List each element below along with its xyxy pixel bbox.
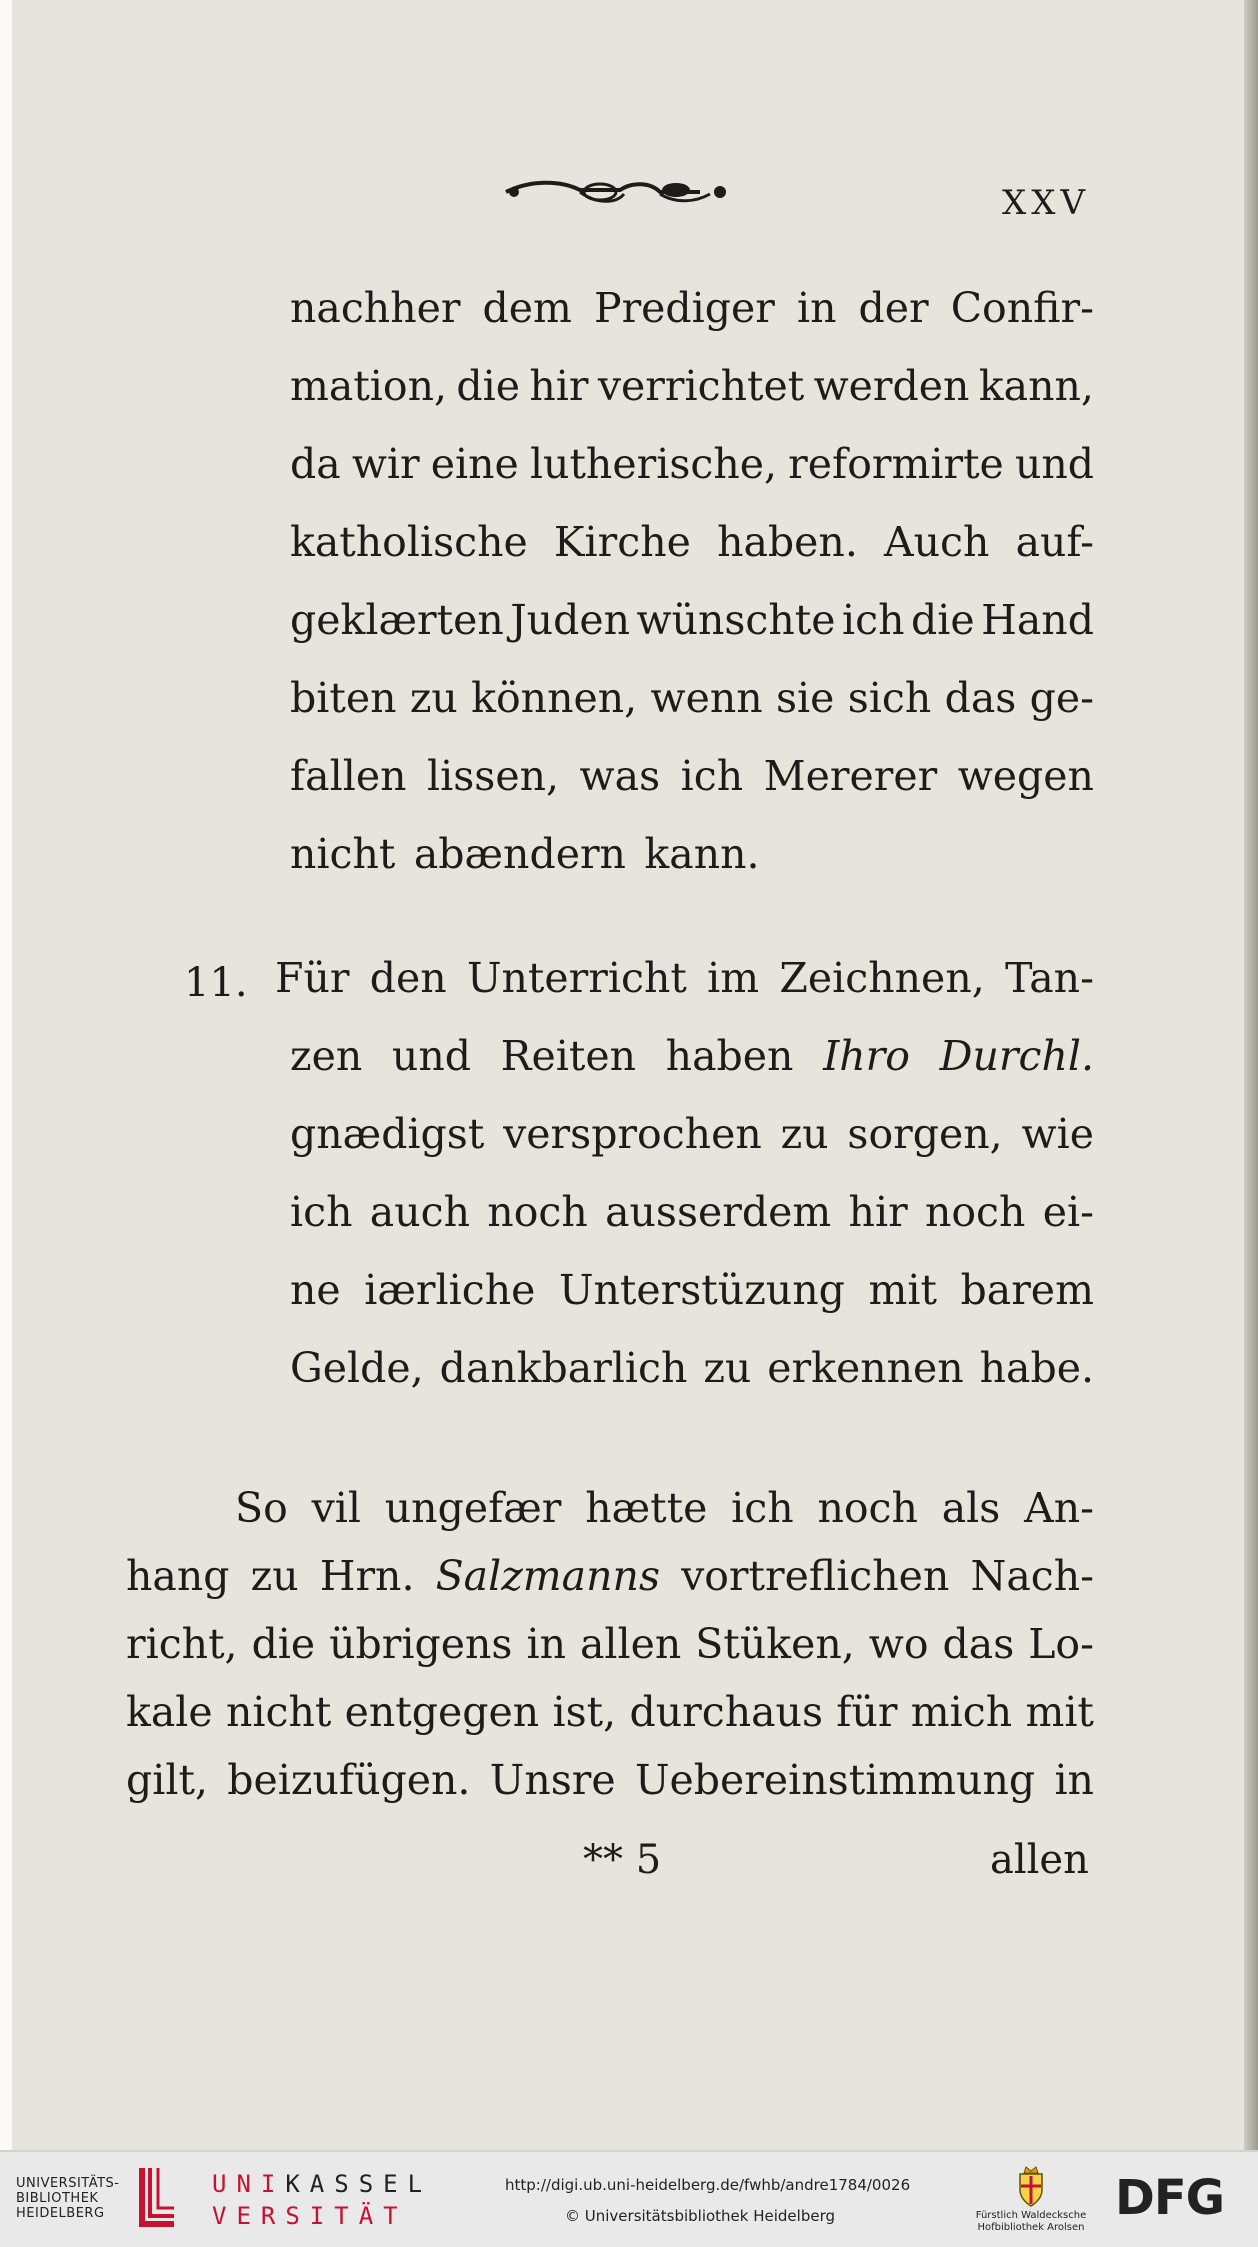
word: mation, bbox=[290, 362, 448, 410]
word: verrichtet bbox=[597, 362, 805, 410]
word: sie bbox=[776, 674, 835, 722]
word: was bbox=[579, 752, 661, 800]
word: ich bbox=[842, 596, 905, 644]
word: zu bbox=[780, 1110, 829, 1158]
word: biten bbox=[290, 674, 397, 722]
word: zu bbox=[250, 1552, 299, 1600]
word: Hrn. bbox=[319, 1552, 415, 1600]
word: und bbox=[1014, 440, 1094, 488]
item11-line-5 bbox=[290, 1266, 1094, 1314]
p2-line-4 bbox=[126, 1688, 1094, 1736]
word: mit bbox=[1025, 1688, 1094, 1736]
word: der bbox=[858, 284, 929, 332]
word: ist, bbox=[552, 1688, 617, 1736]
page-edge-left bbox=[0, 0, 12, 2150]
word: ausserdem bbox=[605, 1188, 832, 1236]
word: reformirte bbox=[788, 440, 1004, 488]
word: noch bbox=[487, 1188, 588, 1236]
p1-line-2 bbox=[290, 362, 1094, 410]
word: da bbox=[290, 440, 341, 488]
word: wie bbox=[1021, 1110, 1094, 1158]
word: Salzmanns bbox=[435, 1552, 660, 1600]
word: mit bbox=[868, 1266, 937, 1314]
word: und bbox=[391, 1032, 471, 1080]
word: nicht bbox=[290, 830, 396, 878]
word: hir bbox=[529, 362, 589, 410]
word: Durchl. bbox=[939, 1032, 1094, 1080]
word: entgegen bbox=[344, 1688, 540, 1736]
arolsen-crest-icon bbox=[1016, 2164, 1046, 2208]
word: Prediger bbox=[593, 284, 775, 332]
word: Confir- bbox=[950, 284, 1094, 332]
word: ich bbox=[680, 752, 744, 800]
word: auf- bbox=[1015, 518, 1094, 566]
word: ei- bbox=[1042, 1188, 1094, 1236]
word: ne bbox=[290, 1266, 341, 1314]
word: An- bbox=[1024, 1484, 1094, 1532]
word: Unterstüzung bbox=[558, 1266, 845, 1314]
word: für bbox=[836, 1688, 898, 1736]
p1-line-3 bbox=[290, 440, 1094, 488]
word: kann, bbox=[978, 362, 1094, 410]
word: ich bbox=[731, 1484, 794, 1532]
word: im bbox=[707, 954, 760, 1002]
word: richt, bbox=[126, 1620, 238, 1668]
word: mich bbox=[910, 1688, 1013, 1736]
word: Lo- bbox=[1028, 1620, 1094, 1668]
word: fallen bbox=[290, 752, 407, 800]
word: iærliche bbox=[364, 1266, 536, 1314]
word: abændern bbox=[413, 830, 626, 878]
item11-line-3 bbox=[290, 1110, 1094, 1158]
word: Unterricht bbox=[466, 954, 687, 1002]
word: kale bbox=[126, 1688, 213, 1736]
word: eine bbox=[430, 440, 519, 488]
dfg-logo: DFG bbox=[1115, 2170, 1225, 2226]
word: das bbox=[944, 674, 1017, 722]
word: hir bbox=[848, 1188, 908, 1236]
word: kann. bbox=[644, 830, 760, 878]
p1-line-5 bbox=[290, 596, 1094, 644]
word: auch bbox=[369, 1188, 470, 1236]
word: wenn bbox=[650, 674, 763, 722]
word: Zeichnen, bbox=[779, 954, 985, 1002]
word: Kirche bbox=[553, 518, 691, 566]
word: katholische bbox=[290, 518, 528, 566]
word: in bbox=[526, 1620, 566, 1668]
word: zu bbox=[703, 1344, 752, 1392]
word: durchaus bbox=[629, 1688, 823, 1736]
word: in bbox=[796, 284, 837, 332]
arolsen-library-label: Fürstlich Waldecksche Hofbibliothek Arolsen bbox=[975, 2210, 1087, 2233]
item11-line-4 bbox=[290, 1188, 1094, 1236]
word: die bbox=[911, 596, 975, 644]
p2-line-2 bbox=[126, 1552, 1094, 1600]
page-number: XXV bbox=[1002, 183, 1090, 223]
word: zen bbox=[290, 1032, 363, 1080]
kassel-line-1: UNIKASSEL bbox=[212, 2170, 433, 2198]
word: die bbox=[456, 362, 521, 410]
item11-line-1 bbox=[275, 954, 1094, 1002]
word: ungefær bbox=[384, 1484, 562, 1532]
word: Nach- bbox=[970, 1552, 1094, 1600]
kassel-university-logo bbox=[212, 2168, 432, 2232]
word: den bbox=[369, 954, 447, 1002]
word: können, bbox=[471, 674, 638, 722]
word: wir bbox=[351, 440, 420, 488]
word: geklærten bbox=[290, 596, 504, 644]
word: wo bbox=[868, 1620, 929, 1668]
word: noch bbox=[817, 1484, 918, 1532]
source-url-link[interactable]: http://digi.ub.uni-heidelberg.de/fwhb/andre1784/0026 bbox=[505, 2176, 911, 2194]
copyright-text: © Universitätsbibliothek Heidelberg bbox=[565, 2207, 836, 2225]
kassel-line-2: VERSITÄT bbox=[212, 2202, 408, 2230]
word: gnædigst bbox=[290, 1110, 485, 1158]
word: als bbox=[941, 1484, 1001, 1532]
word: Stüken, bbox=[695, 1620, 855, 1668]
p2-line-3 bbox=[126, 1620, 1094, 1668]
word: Unsre bbox=[489, 1756, 616, 1804]
word: wegen bbox=[957, 752, 1094, 800]
word: sich bbox=[847, 674, 932, 722]
word: Tan- bbox=[1005, 954, 1094, 1002]
word: habe. bbox=[979, 1344, 1094, 1392]
word: in bbox=[1054, 1756, 1094, 1804]
p1-line-6 bbox=[290, 674, 1094, 722]
word: wünschte bbox=[636, 596, 836, 644]
kassel-logo-icon bbox=[134, 2164, 182, 2228]
word: Reiten bbox=[500, 1032, 637, 1080]
word: sorgen, bbox=[847, 1110, 1003, 1158]
word: die bbox=[251, 1620, 316, 1668]
word: lutherische, bbox=[529, 440, 778, 488]
p1-line-4 bbox=[290, 518, 1094, 566]
p2-line-5 bbox=[126, 1756, 1094, 1804]
word: ich bbox=[290, 1188, 353, 1236]
item11-line-6 bbox=[290, 1344, 1094, 1392]
signature-mark: ** 5 bbox=[583, 1837, 662, 1883]
word: Juden bbox=[510, 596, 630, 644]
page-edge-right bbox=[1244, 0, 1258, 2150]
word: allen bbox=[579, 1620, 682, 1668]
word: Ihro bbox=[823, 1032, 910, 1080]
word: übrigens bbox=[329, 1620, 513, 1668]
word: Mererer bbox=[763, 752, 938, 800]
word: noch bbox=[924, 1188, 1026, 1236]
word: haben bbox=[665, 1032, 794, 1080]
list-item-number: 11. bbox=[184, 960, 248, 1006]
word: haben. bbox=[717, 518, 858, 566]
p1-line-7 bbox=[290, 752, 1094, 800]
word: vortreflichen bbox=[681, 1552, 950, 1600]
word: barem bbox=[960, 1266, 1094, 1314]
word: werden bbox=[813, 362, 970, 410]
word: So bbox=[235, 1484, 288, 1532]
catchword: allen bbox=[990, 1837, 1089, 1883]
word: dankbarlich bbox=[439, 1344, 688, 1392]
word: hang bbox=[126, 1552, 230, 1600]
word: lissen, bbox=[427, 752, 560, 800]
word: gilt, bbox=[126, 1756, 208, 1804]
word: dem bbox=[482, 284, 572, 332]
ornament-icon bbox=[500, 172, 732, 212]
word: Uebereinstimmung bbox=[634, 1756, 1036, 1804]
footer-bar bbox=[0, 2150, 1258, 2247]
word: Hand bbox=[981, 596, 1094, 644]
heidelberg-library-logo: UNIVERSITÄTS- BIBLIOTHEK HEIDELBERG bbox=[16, 2176, 120, 2221]
word: Für bbox=[275, 954, 350, 1002]
word: vil bbox=[311, 1484, 361, 1532]
p1-line-8 bbox=[290, 830, 760, 878]
word: versprochen bbox=[503, 1110, 762, 1158]
p1-line-1 bbox=[290, 284, 1094, 332]
word: ge- bbox=[1029, 674, 1094, 722]
word: nicht bbox=[225, 1688, 332, 1736]
item11-line-2 bbox=[290, 1032, 1094, 1080]
word: nachher bbox=[290, 284, 461, 332]
p2-line-1 bbox=[235, 1484, 1094, 1532]
word: Auch bbox=[884, 518, 990, 566]
word: Gelde, bbox=[290, 1344, 424, 1392]
word: das bbox=[942, 1620, 1015, 1668]
word: erkennen bbox=[767, 1344, 964, 1392]
word: hætte bbox=[585, 1484, 708, 1532]
word: beizufügen. bbox=[227, 1756, 471, 1804]
word: zu bbox=[409, 674, 458, 722]
